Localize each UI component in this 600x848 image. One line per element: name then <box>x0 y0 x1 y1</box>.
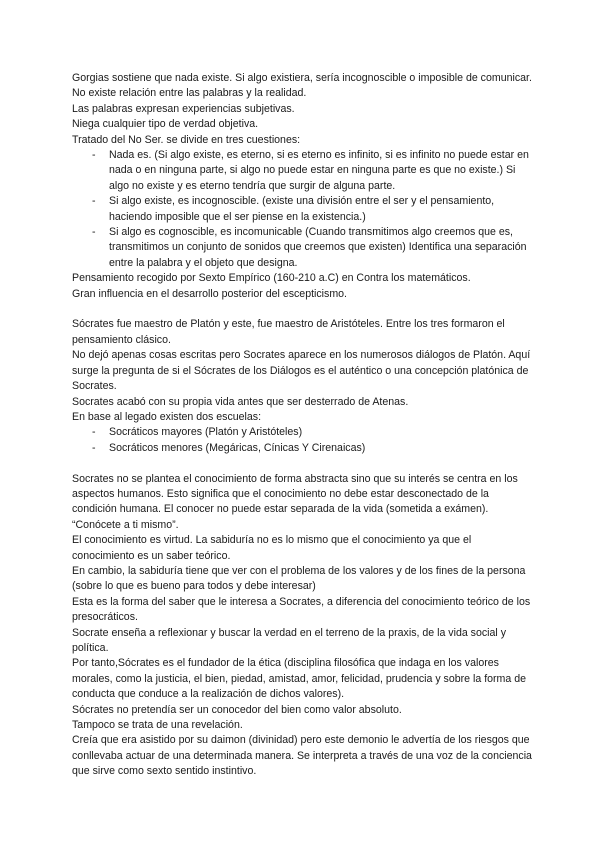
paragraph: Socrates acabó con su propia vida antes que ser desterrado de Atenas. <box>72 395 409 408</box>
list-item: - Socráticos mayores (Platón y Aristóteles) <box>109 425 532 440</box>
paragraph: Sócrates no pretendía ser un conocedor del bien como valor absoluto. <box>72 703 402 716</box>
paragraph: No dejó apenas cosas escritas pero Socrates aparece en los numerosos diálogos de Platón. Aquí surge la pregunta de si el Sócrates de los Diálogos es el auténtico o una concepción platónica de Socrates. <box>72 349 531 393</box>
list-item: - Nada es. (Si algo existe, es eterno, si es eterno es infinito, si es infinito no puede estar en nada o en ninguna parte, si algo no puede estar en ninguna parte es que no existe.) Si algo no existe y es eterno tendría que surgir de alguna parte. <box>109 148 532 194</box>
paragraph: Pensamiento recogido por Sexto Empírico (160-210 a.C) en Contra los matemáticos. <box>72 272 471 285</box>
paragraph: Gorgias sostiene que nada existe. Si algo existiera, sería incognoscible o imposible de comunicar. <box>72 72 532 84</box>
list-item: - Si algo existe, es incognoscible. (existe una división entre el ser y el pensamiento, haciendo imposible que el ser piense en la existencia.) <box>109 194 532 225</box>
blank-line <box>72 456 532 471</box>
bullet-list <box>72 425 532 456</box>
paragraph: En base al legado existen dos escuelas: <box>72 410 262 423</box>
bullet-list <box>72 148 532 271</box>
paragraph: Gran influencia en el desarrollo posterior del escepticismo. <box>72 287 347 300</box>
section-gorgias <box>72 71 532 302</box>
paragraph: En cambio, la sabiduría tiene que ver con el problema de los valores y de los fines de la persona (sobre lo que es bueno para todos y debe interesar) <box>72 564 526 593</box>
paragraph: Niega cualquier tipo de verdad objetiva. <box>72 118 259 131</box>
paragraph: Sócrates fue maestro de Platón y este, fue maestro de Aristóteles. Entre los tres formaron el pensamiento clásico. <box>72 318 505 346</box>
paragraph: El conocimiento es virtud. La sabiduría no es lo mismo que el conocimiento ya que el conocimiento es un saber teórico. <box>72 534 472 562</box>
paragraph: Tampoco se trata de una revelación. <box>72 719 243 732</box>
section-socrates <box>72 317 532 456</box>
paragraph: Las palabras expresan experiencias subjetivas. <box>72 102 295 115</box>
paragraph: Socrate enseña a reflexionar y buscar la verdad en el terreno de la praxis, de la vida social y política. <box>72 626 506 654</box>
paragraph: Socrates no se plantea el conocimiento de forma abstracta sino que su interés se centra en los aspectos humanos. Esto significa que el conocimiento no debe estar desconectado de la condición humana. El conocer no puede estar separada de la vida (sometida a exámen). “Conócete a ti mismo”. <box>72 472 518 531</box>
document-body <box>72 71 532 780</box>
list-item: - Socráticos menores (Megáricas, Cínicas Y Cirenaicas) <box>109 441 532 456</box>
blank-line <box>72 302 532 317</box>
paragraph: Tratado del No Ser. se divide en tres cuestiones: <box>72 133 301 146</box>
paragraph: Creía que era asistido por su daimon (divinidad) pero este demonio le advertía de los riesgos que conllevaba actuar de una determinada manera. Se interpreta a través de una voz de la conciencia que sirve como sexto sentido instintivo. <box>72 734 532 778</box>
paragraph: Por tanto,Sócrates es el fundador de la ética (disciplina filosófica que indaga en los valores morales, como la justicia, el bien, piedad, amistad, amor, felicidad, prudencia y sobre la forma de conducta que conduce a la realización de dichos valores). <box>72 657 526 701</box>
paragraph: No existe relación entre las palabras y la realidad. <box>72 87 307 100</box>
section-conocimiento <box>72 472 532 780</box>
paragraph: Esta es la forma del saber que le interesa a Socrates, a diferencia del conocimiento teórico de los presocráticos. <box>72 595 531 624</box>
list-item: - Si algo es cognoscible, es incomunicable (Cuando transmitimos algo creemos que es, transmitimos un conjunto de sonidos que creemos que existen) Identifica una separación entre la palabra y el objeto que designa. <box>109 225 532 271</box>
